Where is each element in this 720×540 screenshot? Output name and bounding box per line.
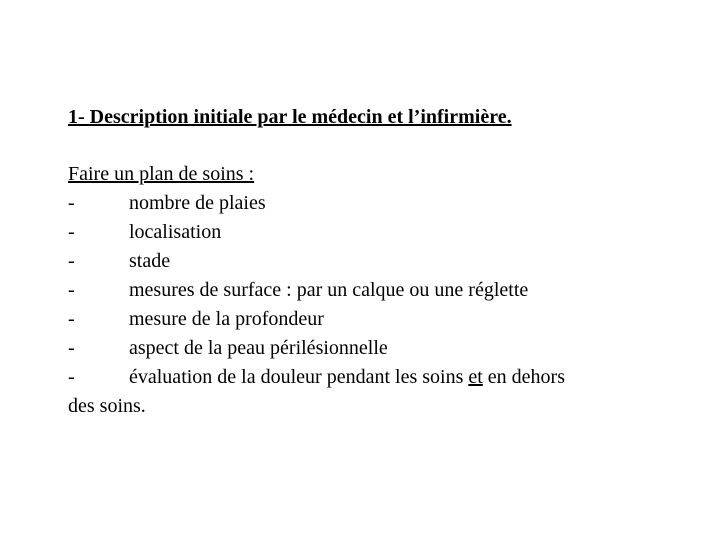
list-item (68, 334, 668, 363)
bullet-dash: - (68, 337, 75, 359)
list-item-text: mesure de la profondeur (129, 308, 324, 330)
list-item-text: mesures de surface : par un calque ou une réglette (129, 279, 529, 301)
list-item-text: nombre de plaies (129, 192, 266, 214)
list-item-text: aspect de la peau périlésionnelle (129, 337, 388, 359)
list-item-text: stade (129, 250, 171, 272)
bullet-dash: - (68, 366, 75, 388)
list-item (68, 189, 668, 218)
list-item-text (129, 363, 565, 392)
care-plan-block (68, 160, 668, 421)
list-item (68, 305, 668, 334)
list-item-last (68, 363, 668, 392)
list-item (68, 247, 668, 276)
bullet-dash: - (68, 279, 75, 301)
bullet-dash: - (68, 250, 75, 272)
bullet-dash: - (68, 308, 75, 330)
bullet-dash: - (68, 221, 75, 243)
last-item-after: en dehors (482, 366, 565, 388)
section-heading: 1- Description initiale par le médecin et l’infirmière. (68, 106, 512, 128)
list-item (68, 218, 668, 247)
bullet-dash: - (68, 192, 75, 214)
last-item-underlined-word: et (468, 366, 483, 388)
last-item-before: évaluation de la douleur pendant les soins (129, 366, 469, 388)
list-item-text: localisation (129, 221, 222, 243)
list-item-continuation: des soins. (68, 395, 146, 417)
care-plan-intro: Faire un plan de soins : (68, 163, 255, 185)
list-item (68, 276, 668, 305)
